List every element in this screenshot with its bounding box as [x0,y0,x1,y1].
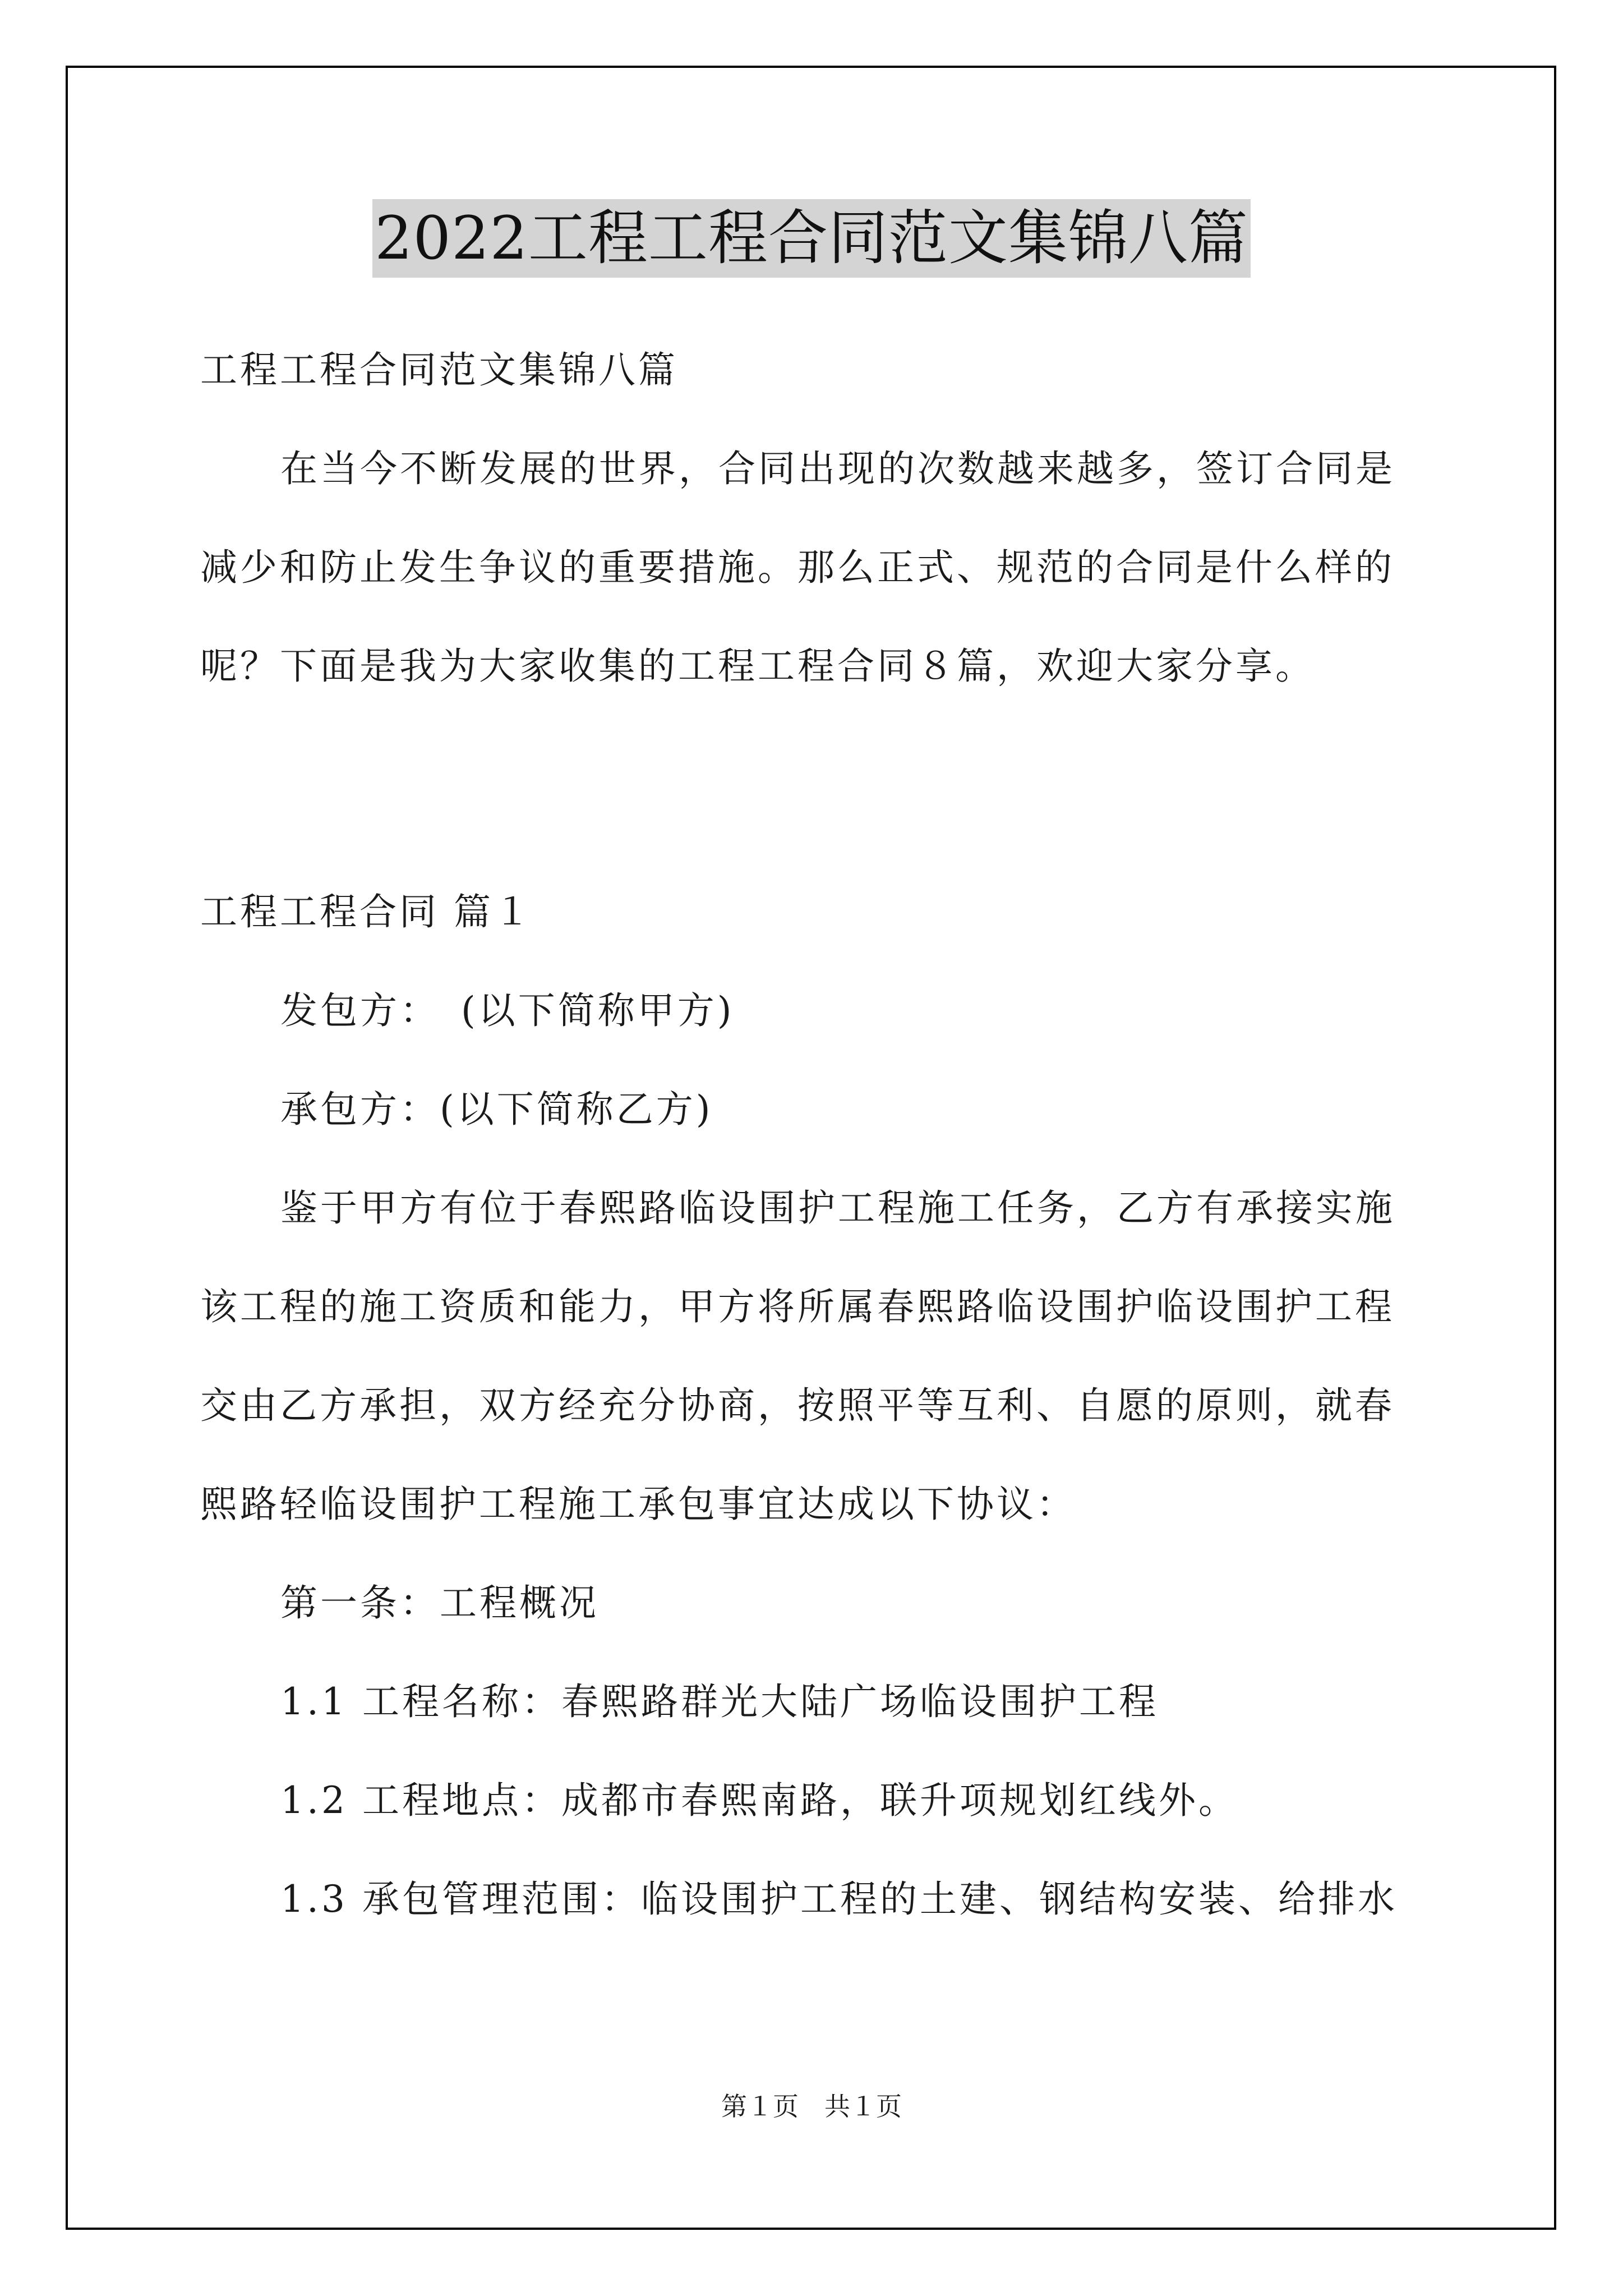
intro-line-1: 在当今不断发展的世界，合同出现的次数越来越多，签订合同是 [280,447,1395,490]
preamble-line-1: 鉴于甲方有位于春熙路临设围护工程施工任务，乙方有承接实施 [280,1186,1395,1230]
item-1-1: 1.1 工程名称：春熙路群光大陆广场临设围护工程 [280,1680,1159,1723]
preamble-line-3: 交由乙方承担，双方经充分协商，按照平等互利、自愿的原则，就春 [200,1384,1395,1427]
intro-line-2: 减少和防止发生争议的重要措施。那么正式、规范的合同是什么样的 [200,546,1395,589]
page-footer: 第１页 共１页 [721,2091,902,2122]
item-1-2: 1.2 工程地点：成都市春熙南路，联升项规划红线外。 [280,1779,1238,1822]
preamble-line-2: 该工程的施工资质和能力，甲方将所属春熙路临设围护临设围护工程 [200,1285,1395,1328]
title-container [0,199,1623,278]
party-b-line: 承包方：(以下简称乙方) [280,1088,713,1131]
document-subtitle: 工程工程合同范文集锦八篇 [200,348,678,392]
item-1-3: 1.3 承包管理范围：临设围护工程的土建、钢结构安装、给排水 [280,1878,1398,1921]
party-a-line: 发包方： (以下简称甲方) [280,989,735,1032]
section-heading: 工程工程合同 篇１ [200,890,533,933]
document-title: 2022工程工程合同范文集锦八篇 [372,199,1251,278]
article-1-heading: 第一条：工程概况 [280,1581,599,1625]
intro-line-3: 呢？下面是我为大家收集的工程工程合同８篇，欢迎大家分享。 [200,645,1315,688]
preamble-line-4: 熙路轻临设围护工程施工承包事宜达成以下协议： [200,1483,1076,1526]
